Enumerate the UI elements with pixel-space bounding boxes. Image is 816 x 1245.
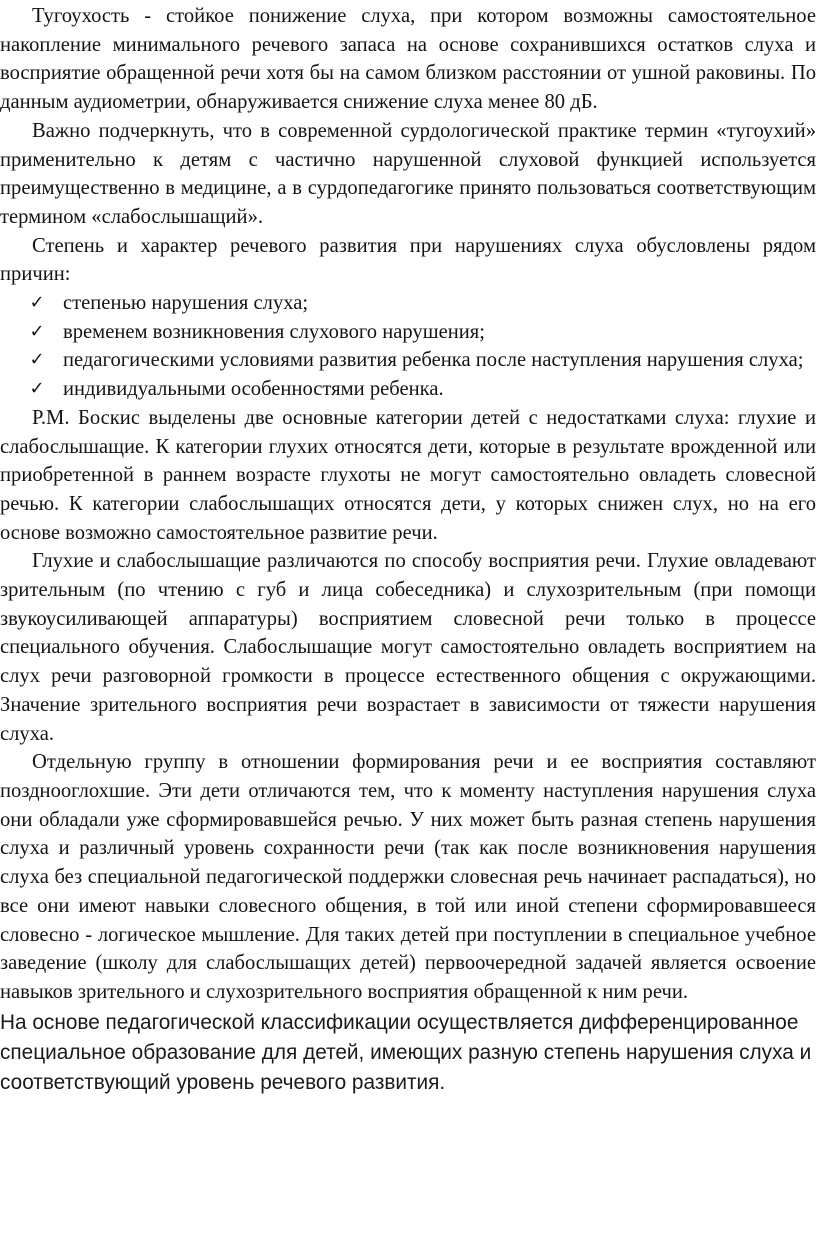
- list-item-text: индивидуальными особенностями ребенка.: [63, 378, 444, 401]
- paragraph-late-deafened: Отдельную группу в отношении формирования речи и ее восприятия составляют позднооглохшие. Эти дети отличаются тем, что к моменту наступления нарушения слуха они обладали уже сформировавшейся речью. У них может быть разная степень нарушения слуха и различный уровень сохранности речи (так как после возникновения нарушения слуха без специальной педагогической поддержки словесная речь начинает распадаться), но все они имеют навыки словесного общения, в той или иной степени сформировавшееся словесно - логическое мышление. Для таких детей при поступлении в специальное учебное заведение (школу для слабослышащих детей) первоочередной задачей является освоение навыков зрительного и слухозрительного восприятия обращенной к ним речи.: [0, 751, 816, 1003]
- paragraph-conclusion: На основе педагогической классификации осуществляется дифференцированное специальное образование для детей, имеющих разную степень нарушения слуха и соответствующий уровень речевого развития.: [0, 1010, 812, 1094]
- list-item: [0, 318, 816, 347]
- list-item: [0, 346, 816, 375]
- list-item-text: степенью нарушения слуха;: [63, 292, 309, 315]
- paragraph-causes-intro: Степень и характер речевого развития при нарушениях слуха обусловлены рядом причин:: [0, 234, 816, 286]
- check-icon: ✓: [29, 378, 45, 400]
- check-icon: ✓: [29, 349, 45, 371]
- paragraph-terminology: Важно подчеркнуть, что в современной сурдологической практике термин «тугоухий» применительно к детям с частично нарушенной слуховой функцией используется преимущественно в медицине, а в сурдопедагогике принято пользоваться соответствующим термином «слабослышащий».: [0, 119, 816, 228]
- paragraph-hearing-loss-definition: Тугоухость - стойкое понижение слуха, при котором возможны самостоятельное накопление минимального речевого запаса на основе сохранившихся остатков слуха и восприятие обращенной речи хотя бы на самом близком расстоянии от ушной раковины. По данным аудиометрии, обнаруживается снижение слуха менее 80 дБ.: [0, 5, 816, 114]
- causes-list: [0, 289, 816, 404]
- list-item-text: педагогическими условиями развития ребенка после наступления нарушения слуха;: [63, 349, 804, 372]
- list-item: [0, 289, 816, 318]
- list-item-text: временем возникновения слухового нарушения;: [63, 320, 485, 343]
- paragraph-speech-perception: Глухие и слабослышащие различаются по способу восприятия речи. Глухие овладевают зрительным (по чтению с губ и лица собеседника) и слухозрительным (при помощи звукоусиливающей аппаратуры) восприятием словесной речи только в процессе специального обучения. Слабослышащие могут самостоятельно овладеть восприятием на слух речи разговорной громкости в процессе естественного общения с окружающими. Значение зрительного восприятия речи возрастает в зависимости от тяжести нарушения слуха.: [0, 550, 816, 745]
- paragraph-boskis-categories: Р.М. Боскис выделены две основные категории детей с недостатками слуха: глухие и слабослышащие. К категории глухих относятся дети, которые в результате врожденной или приобретенной в раннем возрасте глухоты не могут самостоятельно овладеть словесной речью. К категории слабослышащих относятся дети, у которых снижен слух, но на его основе возможно самостоятельное развитие речи.: [0, 406, 816, 544]
- list-item: [0, 375, 816, 404]
- check-icon: ✓: [29, 292, 45, 314]
- check-icon: ✓: [29, 320, 45, 342]
